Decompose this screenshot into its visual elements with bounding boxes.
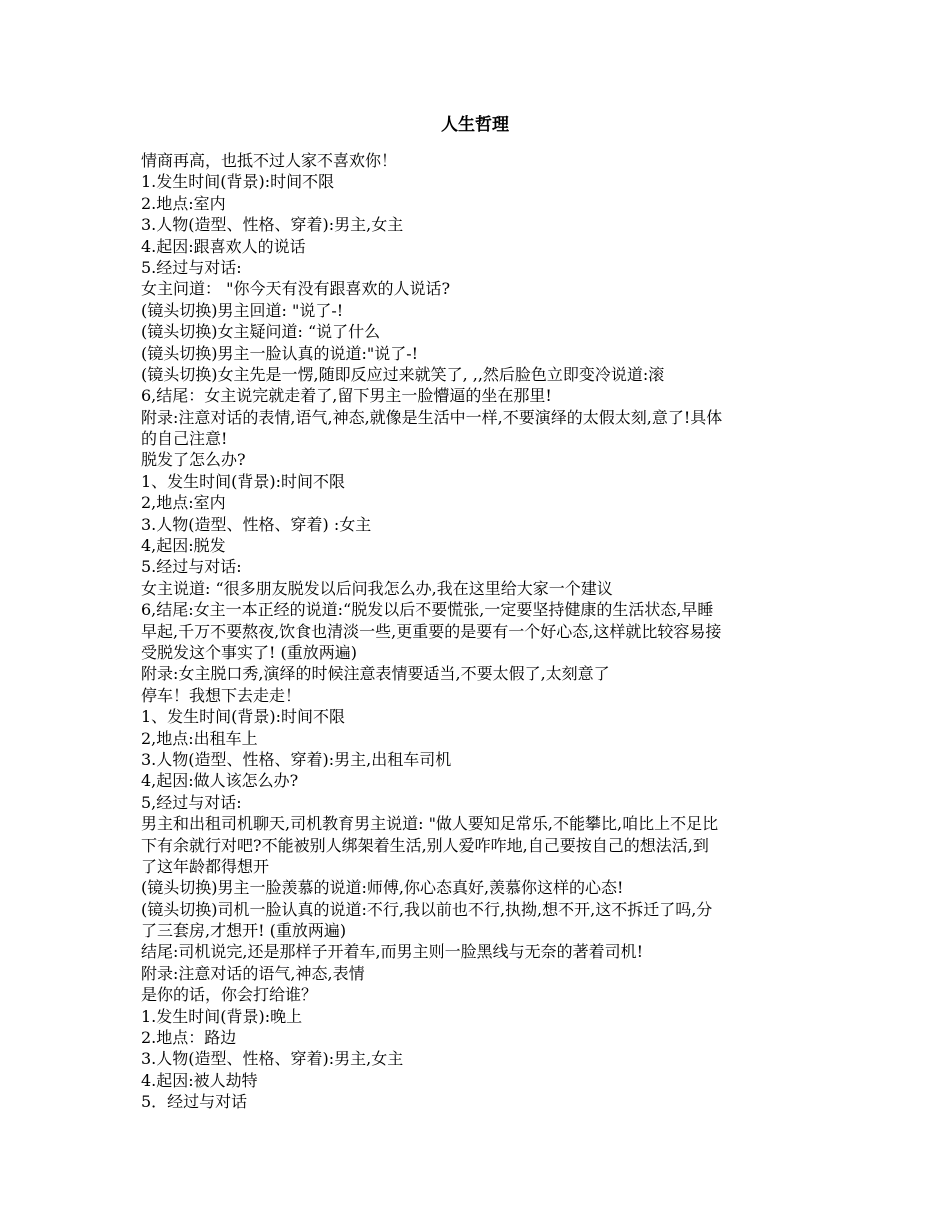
text-line: 5.经过与对话: [141, 557, 242, 577]
text-line: 停车！我想下去走走！ [141, 685, 302, 705]
text-line: 5．经过与对话 [141, 1092, 248, 1112]
text-line: 女主说道: “很多朋友脱发以后问我怎么办,我在这里给大家一个建议 [141, 578, 613, 598]
text-line: (镜头切换)司机一脸认真的说道:不行,我以前也不行,执拗,想不开,这不拆迁了吗,分 [141, 899, 713, 919]
text-line: 6,结尾：女主说完就走着了,留下男主一脸懵逼的坐在那里! [141, 386, 552, 406]
text-line: 1、发生时间(背景):时间不限 [141, 707, 346, 727]
text-line: 3.人物(造型、性格、穿着):男主,出租车司机 [141, 749, 452, 769]
text-line: 6,结尾:女主一本正经的说道:“脱发以后不要慌张,一定要坚持健康的生活状态,早睡 [141, 600, 714, 620]
text-line: 3.人物(造型、性格、穿着):男主,女主 [141, 1049, 404, 1069]
text-line: 3.人物(造型、性格、穿着) :女主 [141, 514, 372, 534]
text-line: 情商再高，也抵不过人家不喜欢你！ [141, 151, 398, 170]
text-line: 2.地点:室内 [141, 193, 226, 213]
text-line: 受脱发这个事实了! (重放两遍) [141, 642, 358, 662]
text-line: (镜头切换)女主先是一愣,随即反应过来就笑了, ,,然后脸色立即变冷说道:滚 [141, 364, 665, 384]
document-body [141, 150, 821, 1113]
text-line: 的自己注意! [141, 429, 228, 449]
text-line: 附录:女主脱口秀,演绎的时候注意表情要适当,不要太假了,太刻意了 [141, 664, 610, 684]
text-line: 3.人物(造型、性格、穿着):男主,女主 [141, 215, 404, 235]
text-line: 5,经过与对话: [141, 792, 242, 812]
text-line: 4,起因:做人该怎么办? [141, 771, 299, 791]
text-line: 了这年龄都得想开 [141, 856, 270, 876]
text-line: 结尾:司机说完,还是那样子开着车,而男主则一脸黑线与无奈的著着司机! [141, 942, 643, 962]
text-line: 5.经过与对话: [141, 257, 242, 277]
text-line: 1.发生时间(背景):时间不限 [141, 172, 335, 192]
text-line: 是你的话，你会打给谁？ [141, 985, 318, 1005]
document-title: 人生哲理 [441, 115, 509, 135]
text-line: (镜头切换)男主一脸羡慕的说道:师傅,你心态真好,羡慕你这样的心态! [141, 878, 624, 898]
text-line: 下有余就行对吧?不能被别人绑架着生活,别人爱咋咋地,自己要按自己的想法活,到 [141, 835, 709, 855]
text-line: (镜头切换)女主疑问道: “说了什么 [141, 322, 381, 342]
text-line: 男主和出租司机聊天,司机教育男主说道: "做人要知足常乐,不能攀比,咱比上不足比 [141, 814, 719, 834]
text-line: 附录:注意对话的语气,神态,表情 [141, 963, 365, 983]
text-line: 附录:注意对话的表情,语气,神态,就像是生活中一样,不要演绎的太假太刻,意了!具体 [141, 407, 723, 427]
text-line: 1、发生时间(背景):时间不限 [141, 471, 346, 491]
text-line: 2.地点：路边 [141, 1028, 237, 1048]
text-line: 4.起因:被人劫特 [141, 1070, 258, 1090]
text-line: 早起,千万不要熬夜,饮食也清淡一些,更重要的是要有一个好心态,这样就比较容易接 [141, 621, 722, 641]
text-line: 女主问道： "你今天有没有跟喜欢的人说话? [141, 279, 451, 299]
text-line: 4,起因:脱发 [141, 536, 226, 556]
text-line: 2,地点:室内 [141, 493, 226, 513]
text-line: 脱发了怎么办? [141, 450, 246, 470]
text-line: 1.发生时间(背景):晚上 [141, 1006, 303, 1026]
text-line: (镜头切换)男主回道: "说了-! [141, 300, 344, 320]
text-line: 了三套房,才想开! (重放两遍) [141, 921, 347, 941]
text-line: (镜头切换)男主一脸认真的说道:"说了-! [141, 343, 419, 363]
text-line: 2,地点:出租车上 [141, 728, 258, 748]
text-line: 4.起因:跟喜欢人的说话 [141, 236, 306, 256]
